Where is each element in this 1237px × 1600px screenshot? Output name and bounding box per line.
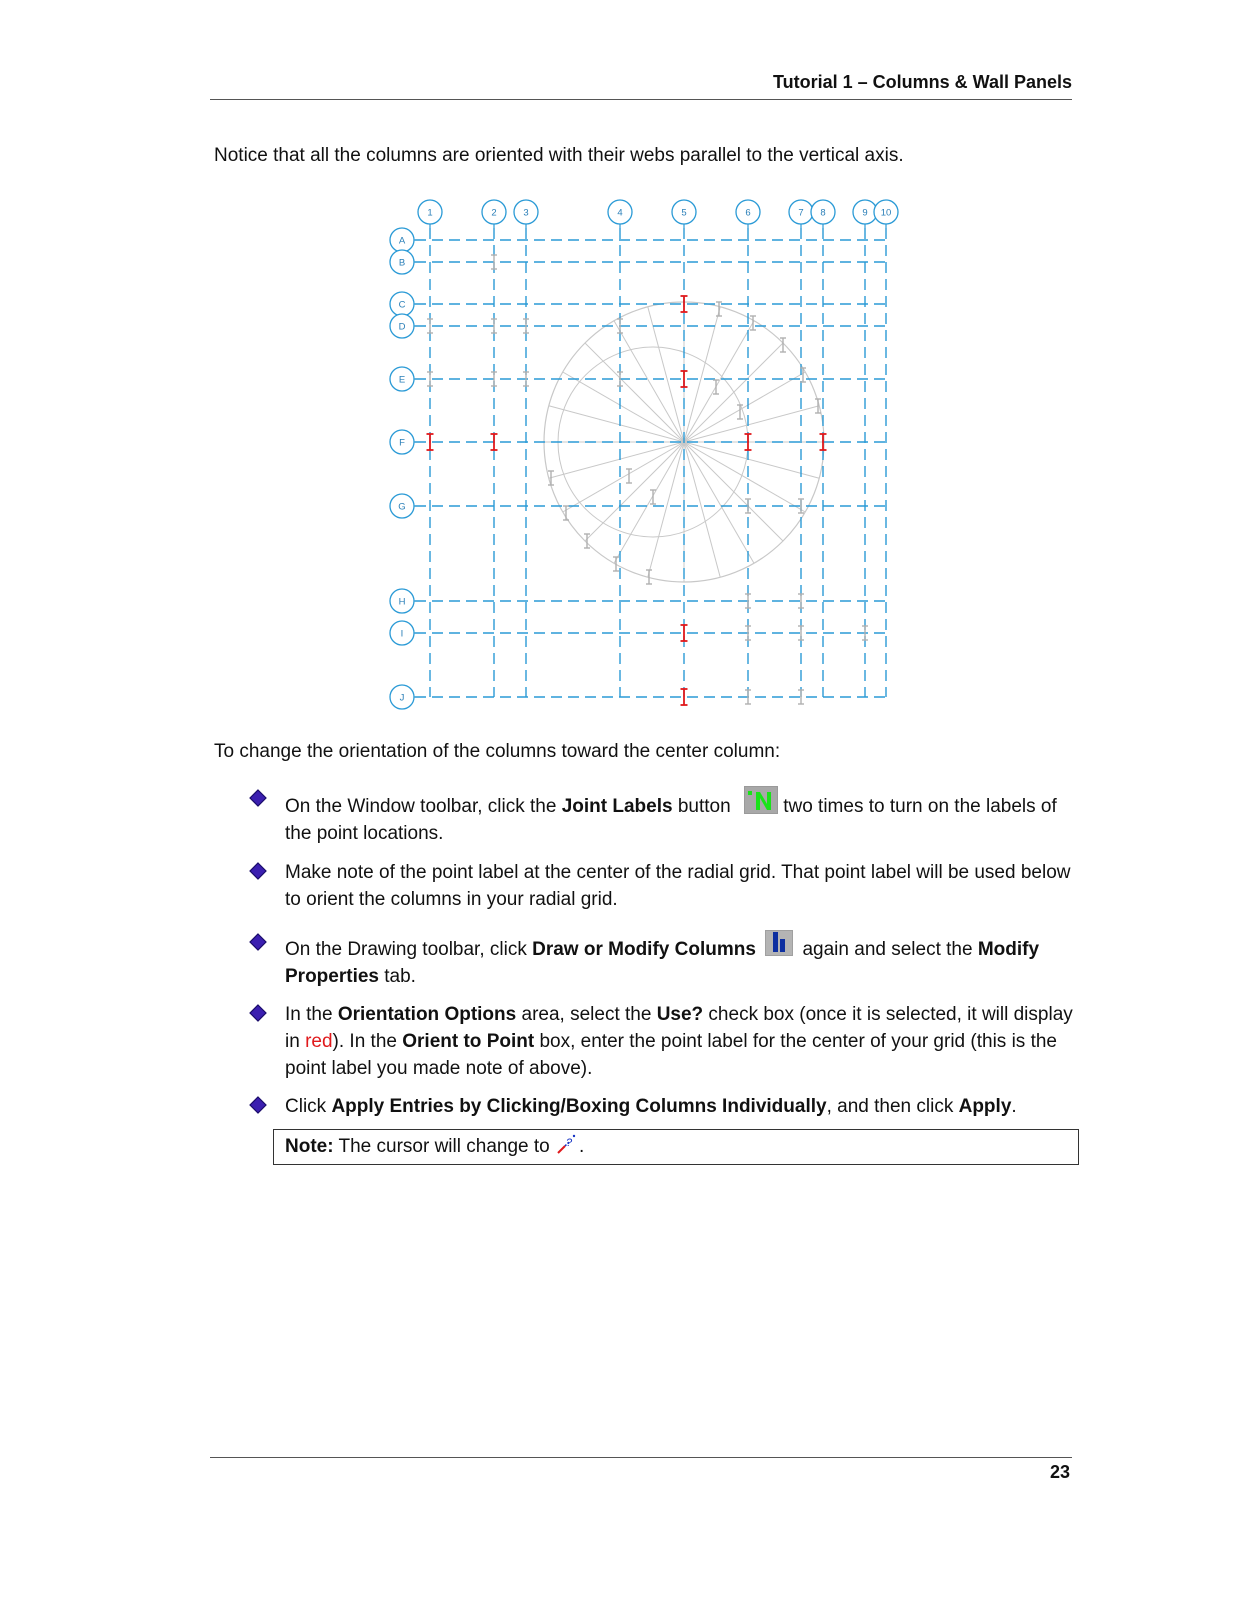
row-bubble-label: F <box>399 437 405 449</box>
radial-spoke <box>563 442 684 512</box>
list-item: In the Orientation Options area, select the Use? check box (once it is selected, it will display in red). In the Orient to Point box, enter the point label for the center of your grid (this is the point label you made note of above). <box>248 1001 1078 1082</box>
column-bubble-label: 5 <box>681 207 687 219</box>
column-gray <box>626 469 632 483</box>
radial-spoke <box>684 406 819 442</box>
page-number: 23 <box>1049 1462 1070 1482</box>
radial-spoke <box>684 442 783 541</box>
row-bubble-label: J <box>399 692 405 704</box>
column-gray <box>613 557 619 571</box>
radial-spoke <box>563 372 684 442</box>
column-bubble-label: 3 <box>523 207 529 219</box>
column-gray <box>750 316 756 330</box>
radial-spoke <box>684 343 783 442</box>
column-bubble-label: 8 <box>820 207 826 219</box>
column-bubble-label: 9 <box>862 207 868 219</box>
diamond-bullet-icon <box>249 1004 267 1022</box>
joint-labels-icon <box>744 786 778 814</box>
radial-spoke <box>614 321 684 442</box>
radial-spoke <box>648 442 684 577</box>
row-bubble-label: B <box>398 257 406 269</box>
diamond-bullet-icon <box>249 1096 267 1114</box>
radial-spoke <box>684 372 805 442</box>
column-red <box>681 296 688 312</box>
rectangular-grid-lines <box>415 228 886 697</box>
row-bubble-label: D <box>398 321 406 333</box>
header-rule <box>210 99 1072 100</box>
radial-spoke <box>684 307 720 442</box>
row-bubble-label: E <box>398 374 406 386</box>
radial-spoke <box>684 442 805 512</box>
radial-spoke <box>549 442 684 478</box>
row-bubble-label: H <box>398 596 406 608</box>
intro-text: Notice that all the columns are oriented with their webs parallel to the vertical axis. <box>214 145 904 166</box>
note-label: Note: <box>285 1136 334 1157</box>
column-red <box>681 625 688 641</box>
column-bubble-label: 4 <box>617 207 623 219</box>
row-bubble-label: A <box>398 235 406 247</box>
page-header: Tutorial 1 – Columns & Wall Panels <box>772 72 1072 92</box>
radial-grid-figure <box>380 192 910 712</box>
row-bubble-label: G <box>398 501 406 513</box>
lead-text: To change the orientation of the columns toward the center column: <box>214 741 781 762</box>
radial-spoke <box>684 442 754 563</box>
list-item: Make note of the point label at the center of the radial grid. That point label will be used below to orient the columns in your radial grid. <box>248 859 1078 913</box>
cursor-icon <box>556 1133 578 1155</box>
note-box: Note: The cursor will change to ? . <box>273 1129 1079 1165</box>
radial-spoke <box>549 406 684 442</box>
row-bubble-label: I <box>400 628 404 640</box>
radial-spoke <box>585 343 684 442</box>
diamond-bullet-icon <box>249 933 267 951</box>
list-item: On the Window toolbar, click the Joint Labels button two times to turn on the labels of the point locations. <box>248 786 1078 847</box>
column-bubble-label: 6 <box>745 207 751 219</box>
column-red <box>681 371 688 387</box>
radial-spoke <box>585 442 684 541</box>
footer-rule <box>210 1457 1072 1458</box>
note-text: The cursor will change to <box>333 1136 555 1157</box>
column-markers <box>427 255 869 705</box>
column-gray <box>737 405 743 419</box>
column-bubble-label: 10 <box>880 207 892 219</box>
diamond-bullet-icon <box>249 862 267 880</box>
radial-spoke <box>684 321 754 442</box>
column-bubble-label: 1 <box>427 207 433 219</box>
row-bubble-label: C <box>398 299 406 311</box>
column-red <box>681 689 688 705</box>
radial-spoke <box>684 442 720 577</box>
svg-text:?: ? <box>566 1137 573 1149</box>
radial-spoke <box>684 442 819 478</box>
radial-spoke <box>648 307 684 442</box>
list-item: Click Apply Entries by Clicking/Boxing Columns Individually, and then click Apply. <box>248 1093 1078 1120</box>
draw-columns-icon <box>765 930 793 956</box>
radial-spoke <box>614 442 684 563</box>
diamond-bullet-icon <box>249 789 267 807</box>
list-item: On the Drawing toolbar, click Draw or Modify Columns again and select the Modify Properties tab. <box>248 930 1078 990</box>
instruction-list <box>248 786 1078 1120</box>
column-bubble-label: 2 <box>491 207 497 219</box>
column-bubble-label: 7 <box>798 207 804 219</box>
